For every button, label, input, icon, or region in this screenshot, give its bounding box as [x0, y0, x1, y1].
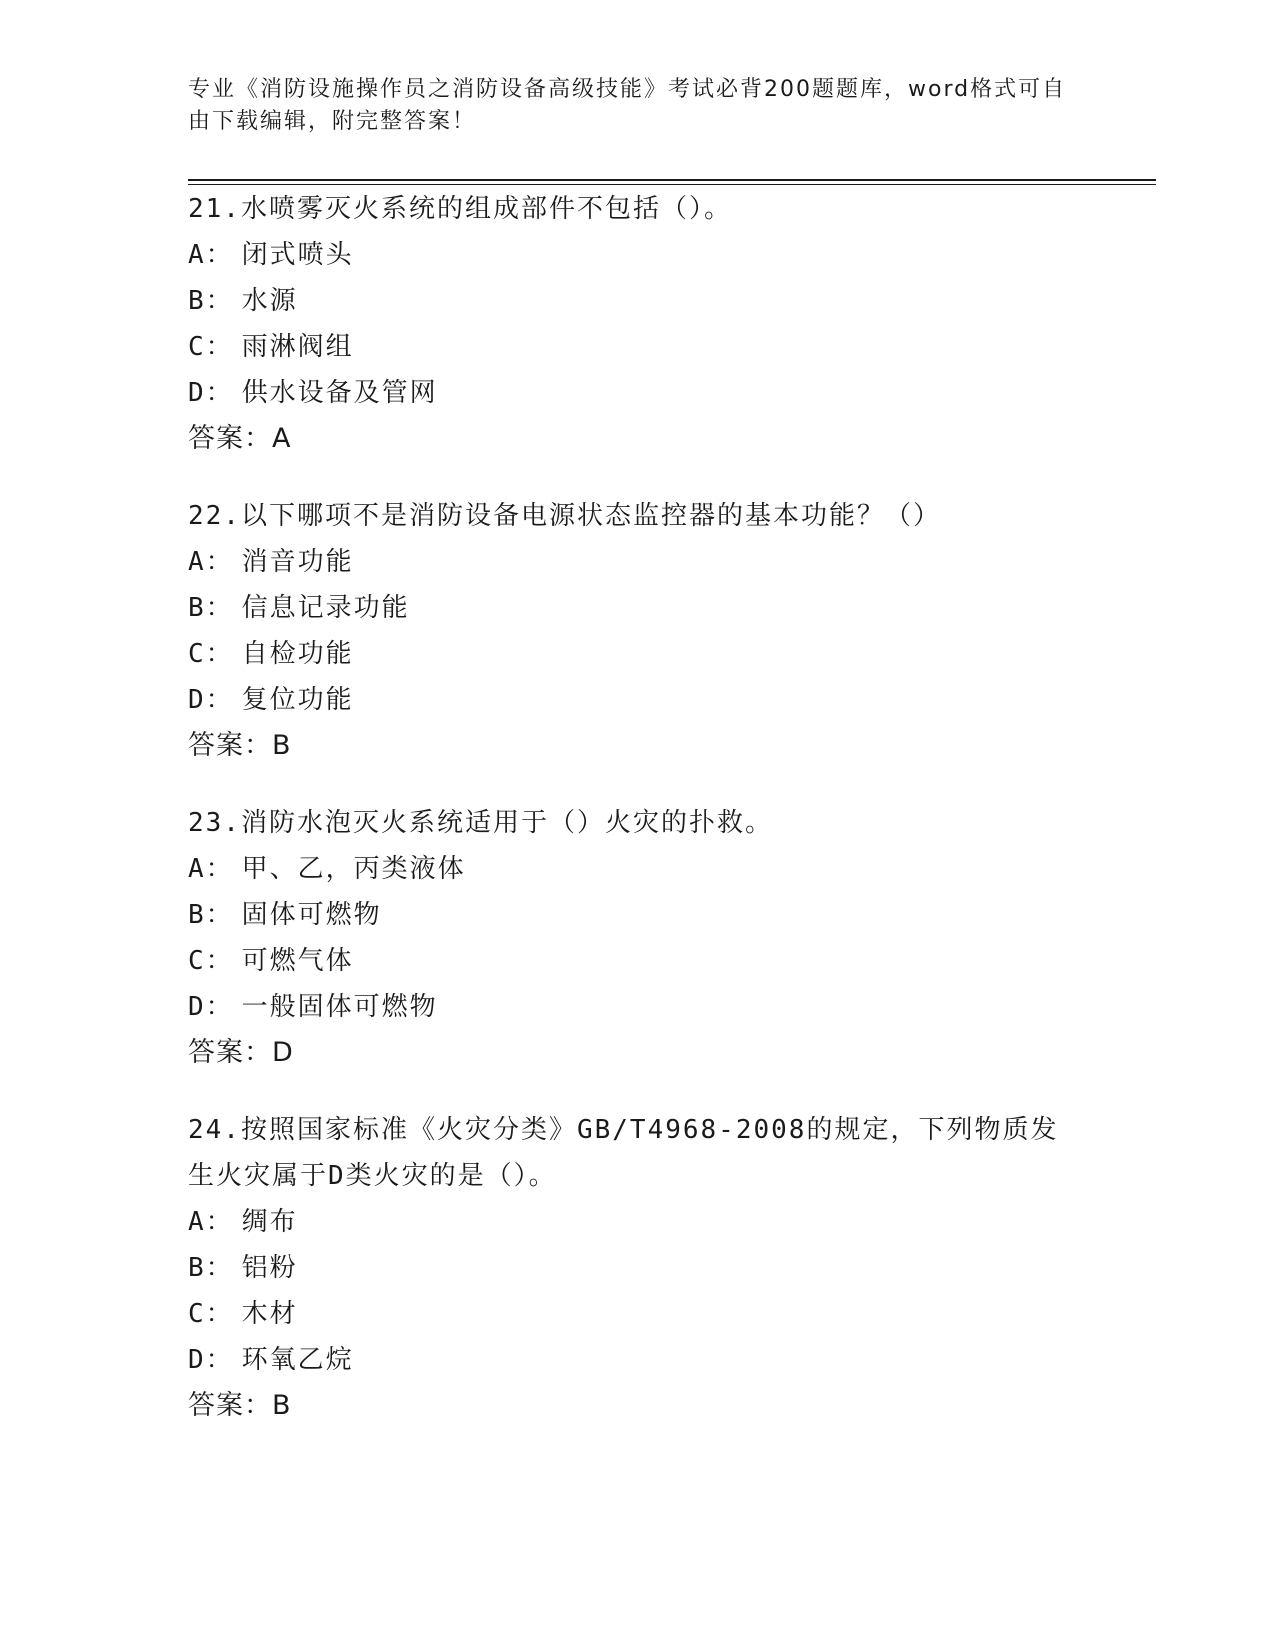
- option-text: 复位功能: [241, 685, 354, 715]
- option-letter: D：: [188, 992, 234, 1022]
- option-d: [188, 1337, 1088, 1383]
- answer-line: 答案：B: [188, 730, 292, 761]
- answer-line: 答案：B: [188, 1390, 292, 1421]
- option-c: [188, 631, 1088, 677]
- option-a: [188, 846, 1088, 892]
- option-b: [188, 585, 1088, 631]
- option-a: [188, 1199, 1088, 1245]
- option-text: 自检功能: [241, 639, 354, 669]
- option-letter: D：: [188, 378, 234, 408]
- option-text: 消音功能: [241, 547, 354, 577]
- option-letter: C：: [188, 946, 234, 976]
- option-b: [188, 278, 1088, 324]
- option-b: [188, 1245, 1088, 1291]
- option-text: 固体可燃物: [241, 900, 382, 930]
- question-22: [188, 493, 1088, 769]
- option-letter: A：: [188, 240, 234, 270]
- option-c: [188, 938, 1088, 984]
- option-a: [188, 539, 1088, 585]
- question-stem: 21.水喷雾灭火系统的组成部件不包括（）。: [188, 194, 732, 224]
- option-letter: B：: [188, 593, 234, 623]
- question-24: [188, 1107, 1088, 1429]
- option-text: 雨淋阀组: [241, 332, 354, 362]
- option-c: [188, 1291, 1088, 1337]
- question-stem: 24.按照国家标准《火灾分类》GB/T4968-2008的规定，下列物质发生火灾属于D类火灾的是（）。: [188, 1115, 1059, 1191]
- option-letter: C：: [188, 332, 234, 362]
- option-letter: A：: [188, 1207, 234, 1237]
- option-d: [188, 984, 1088, 1030]
- option-d: [188, 677, 1088, 723]
- option-letter: C：: [188, 1299, 234, 1329]
- option-letter: B：: [188, 1253, 234, 1283]
- option-letter: D：: [188, 685, 234, 715]
- option-text: 甲、乙，丙类液体: [241, 854, 466, 884]
- option-text: 水源: [241, 286, 298, 316]
- option-text: 木材: [241, 1299, 298, 1329]
- option-letter: B：: [188, 900, 234, 930]
- answer-line: 答案：D: [188, 1037, 294, 1068]
- question-stem: 22.以下哪项不是消防设备电源状态监控器的基本功能？（）: [188, 501, 941, 531]
- question-stem: 23.消防水泡灭火系统适用于（）火灾的扑救。: [188, 808, 773, 838]
- answer-line: 答案：A: [188, 423, 292, 454]
- option-text: 可燃气体: [241, 946, 354, 976]
- option-letter: D：: [188, 1345, 234, 1375]
- option-text: 供水设备及管网: [241, 378, 438, 408]
- header-divider-thin: [188, 184, 1156, 185]
- option-c: [188, 324, 1088, 370]
- option-text: 铝粉: [241, 1253, 298, 1283]
- option-letter: C：: [188, 639, 234, 669]
- option-a: [188, 232, 1088, 278]
- option-text: 信息记录功能: [241, 593, 410, 623]
- option-text: 环氧乙烷: [241, 1345, 354, 1375]
- header-divider-thick: [188, 179, 1156, 181]
- option-letter: A：: [188, 547, 234, 577]
- option-letter: B：: [188, 286, 234, 316]
- option-text: 一般固体可燃物: [241, 992, 438, 1022]
- document-header: 专业《消防设施操作员之消防设备高级技能》考试必背200题题库，word格式可自由下载编辑，附完整答案！: [188, 77, 1067, 134]
- option-b: [188, 892, 1088, 938]
- question-21: [188, 186, 1088, 462]
- option-letter: A：: [188, 854, 234, 884]
- option-d: [188, 370, 1088, 416]
- option-text: 闭式喷头: [241, 240, 354, 270]
- question-23: [188, 800, 1088, 1076]
- option-text: 绸布: [241, 1207, 298, 1237]
